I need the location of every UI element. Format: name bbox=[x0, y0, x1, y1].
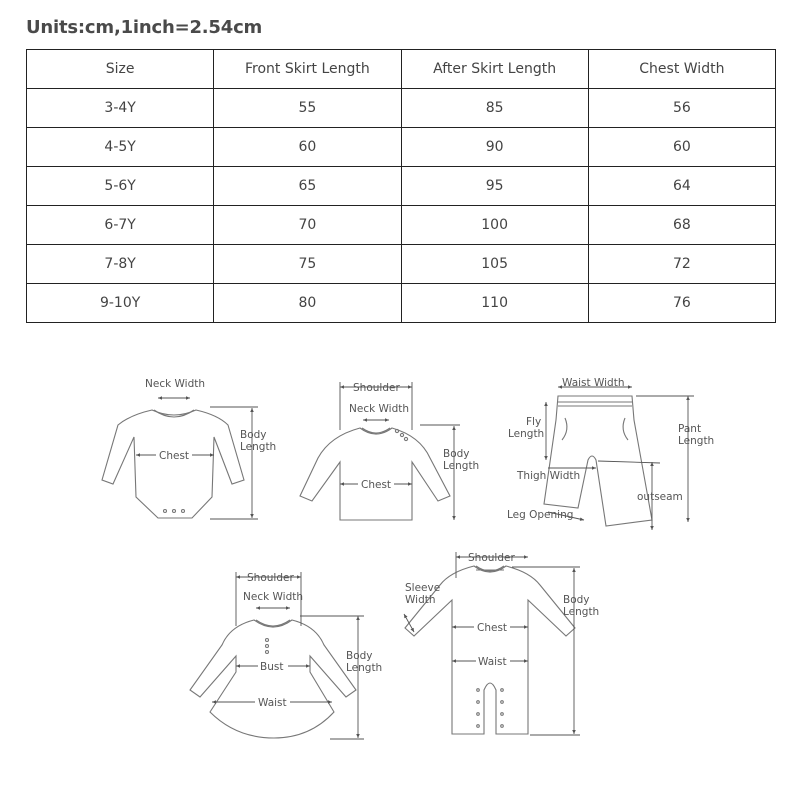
romper-diagram bbox=[404, 552, 599, 735]
table-row bbox=[27, 89, 776, 128]
cell-front-skirt-length: 55 bbox=[214, 89, 401, 128]
chest-label: Chest bbox=[477, 622, 508, 634]
body-length-label: Body bbox=[346, 650, 373, 662]
header-front-skirt-length: Front Skirt Length bbox=[214, 50, 401, 89]
table-header-row bbox=[27, 50, 776, 89]
cell-size: 3-4Y bbox=[27, 89, 214, 128]
cell-front-skirt-length: 80 bbox=[214, 284, 401, 323]
cell-chest-width: 76 bbox=[588, 284, 775, 323]
cell-front-skirt-length: 65 bbox=[214, 167, 401, 206]
shoulder-label: Shoulder bbox=[468, 552, 515, 564]
neck-width-label: Neck Width bbox=[243, 591, 304, 603]
garment-measurement-diagrams bbox=[0, 330, 800, 750]
cell-after-skirt-length: 105 bbox=[401, 245, 588, 284]
cell-front-skirt-length: 60 bbox=[214, 128, 401, 167]
cell-size: 5-6Y bbox=[27, 167, 214, 206]
body-length-label: Body bbox=[563, 594, 590, 606]
cell-after-skirt-length: 100 bbox=[401, 206, 588, 245]
chest-label: Chest bbox=[159, 450, 190, 462]
svg-text:Width: Width bbox=[405, 594, 436, 606]
table-row bbox=[27, 245, 776, 284]
cell-chest-width: 72 bbox=[588, 245, 775, 284]
size-chart-table bbox=[26, 49, 776, 323]
leg-opening-label: Leg Opening bbox=[507, 509, 574, 521]
header-size: Size bbox=[27, 50, 214, 89]
cell-after-skirt-length: 110 bbox=[401, 284, 588, 323]
table-row bbox=[27, 284, 776, 323]
body-length-label: Body bbox=[443, 448, 470, 460]
svg-text:Length: Length bbox=[240, 441, 277, 453]
thigh-width-label: Thigh Width bbox=[517, 470, 581, 482]
units-note: Units:cm,1inch=2.54cm bbox=[26, 17, 263, 38]
cell-chest-width: 64 bbox=[588, 167, 775, 206]
sweater-diagram bbox=[300, 382, 479, 520]
header-after-skirt-length: After Skirt Length bbox=[401, 50, 588, 89]
pant-length-label: Pant bbox=[678, 423, 702, 435]
waist-label: Waist bbox=[478, 656, 507, 668]
table-row bbox=[27, 206, 776, 245]
shoulder-label: Shoulder bbox=[353, 382, 400, 394]
bodysuit-collar-icon bbox=[154, 410, 194, 417]
fly-length-label: Fly bbox=[526, 416, 542, 428]
chest-label: Chest bbox=[361, 479, 392, 491]
body-length-label: Body bbox=[240, 429, 267, 441]
neck-width-label: Neck Width bbox=[145, 378, 206, 390]
dress-diagram bbox=[190, 572, 382, 739]
cell-chest-width: 68 bbox=[588, 206, 775, 245]
neck-width-label: Neck Width bbox=[349, 403, 410, 415]
header-chest-width: Chest Width bbox=[588, 50, 775, 89]
cell-front-skirt-length: 70 bbox=[214, 206, 401, 245]
cell-after-skirt-length: 90 bbox=[401, 128, 588, 167]
table-row bbox=[27, 128, 776, 167]
svg-text:Length: Length bbox=[508, 428, 545, 440]
bodysuit-outline-icon bbox=[102, 410, 244, 518]
cell-size: 6-7Y bbox=[27, 206, 214, 245]
outseam-label: outseam bbox=[637, 491, 683, 503]
bust-label: Bust bbox=[260, 661, 284, 673]
shoulder-label: Shoulder bbox=[247, 572, 294, 584]
cell-size: 7-8Y bbox=[27, 245, 214, 284]
waist-width-label: Waist Width bbox=[562, 377, 625, 389]
bodysuit-diagram bbox=[102, 378, 276, 519]
svg-text:Length: Length bbox=[346, 662, 383, 674]
cell-front-skirt-length: 75 bbox=[214, 245, 401, 284]
dress-outline-icon bbox=[190, 620, 356, 738]
cell-chest-width: 60 bbox=[588, 128, 775, 167]
svg-text:Length: Length bbox=[563, 606, 600, 618]
svg-text:Length: Length bbox=[678, 435, 715, 447]
sweater-outline-icon bbox=[300, 428, 450, 520]
cell-chest-width: 56 bbox=[588, 89, 775, 128]
waist-label: Waist bbox=[258, 697, 287, 709]
cell-after-skirt-length: 85 bbox=[401, 89, 588, 128]
svg-text:Length: Length bbox=[443, 460, 480, 472]
sleeve-width-label: Sleeve bbox=[405, 582, 441, 594]
cell-size: 4-5Y bbox=[27, 128, 214, 167]
cell-after-skirt-length: 95 bbox=[401, 167, 588, 206]
cell-size: 9-10Y bbox=[27, 284, 214, 323]
pants-diagram bbox=[507, 377, 714, 530]
table-row bbox=[27, 167, 776, 206]
